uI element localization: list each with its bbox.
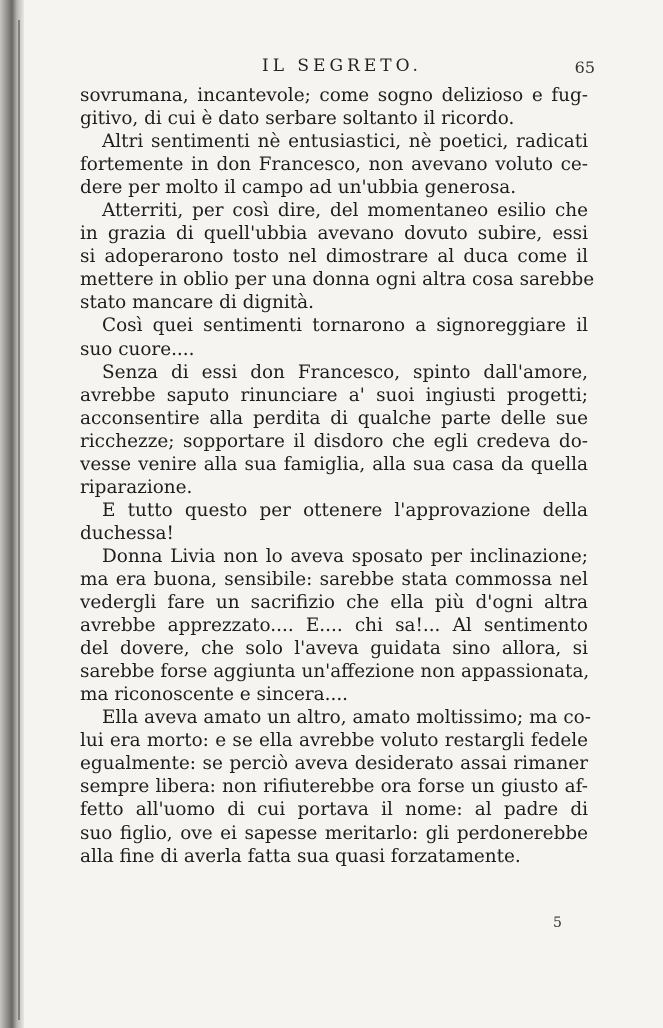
text-line: ma riconoscente e sincera.... [80, 684, 349, 706]
text-line: mettere in oblio per una donna ogni altra cosa sarebbe [80, 269, 595, 291]
text-line: sovrumana, incantevole; come sogno delizioso e fug- [80, 85, 588, 106]
binding-line [18, 20, 20, 1020]
text-line: Donna Livia non lo aveva sposato per inclinazione; [102, 545, 588, 567]
text-line: Così quei sentimenti tornarono a signoreggiare il [102, 315, 588, 337]
text-line: E tutto questo per ottenere l'approvazione della [102, 499, 588, 521]
text-line: avrebbe saputo rinunciare a' suoi ingiusti progetti; [80, 384, 588, 406]
book-spine-shadow [0, 0, 24, 1028]
text-line: avrebbe apprezzato.... E.... chi sa!... Al sentimento [80, 615, 588, 637]
text-line: Atterriti, per così dire, del momentaneo esilio che [102, 200, 588, 222]
page-number: 65 [574, 58, 595, 77]
text-line: del dovere, che solo l'aveva guidata sino allora, si [80, 638, 588, 660]
running-title: IL SEGRETO. [262, 56, 422, 76]
text-line: duchessa! [80, 522, 174, 544]
text-line: in grazia di quell'ubbia avevano dovuto subire, essi [80, 223, 588, 245]
text-line: stato mancare di dignità. [80, 292, 314, 314]
text-line: si adoperarono tosto nel dimostrare al duca come il [80, 246, 588, 268]
text-line: suo cuore.... [80, 338, 195, 360]
text-line: suo figlio, ove ei sapesse meritarlo: gli perdonerebbe [80, 822, 588, 844]
text-line: acconsentire alla perdita di qualche parte delle sue [80, 407, 588, 429]
text-line: Ella aveva amato un altro, amato moltissimo; ma co- [102, 707, 591, 729]
text-line: fetto all'uomo di cui portava il nome: al padre di [80, 799, 588, 821]
text-line: egualmente: se perciò aveva desiderato assai rimaner [80, 753, 588, 775]
page-header [80, 56, 595, 82]
text-line: Altri sentimenti nè entusiastici, nè poetici, radicati [102, 131, 588, 153]
text-line: gitivo, di cui è dato serbare soltanto il ricordo. [80, 108, 515, 130]
text-line: fortemente in don Francesco, non avevano voluto ce- [80, 154, 588, 176]
text-line: riparazione. [80, 476, 193, 498]
text-line: sempre libera: non rifiuterebbe ora forse un giusto af- [80, 776, 588, 798]
text-line: lui era morto: e se ella avrebbe voluto restargli fedele [80, 730, 588, 752]
text-line: vedergli fare un sacrifizio che ella più d'ogni altra [80, 592, 588, 614]
body-text [80, 84, 595, 868]
text-line: alla fine di averla fatta sua quasi forzatamente. [80, 845, 521, 867]
text-line: ricchezze; sopportare il disdoro che egli credeva do- [80, 430, 588, 452]
signature-mark: 5 [553, 915, 562, 931]
text-line: sarebbe forse aggiunta un'affezione non appassionata, [80, 661, 590, 683]
text-line: Senza di essi don Francesco, spinto dall'amore, [102, 361, 588, 383]
text-line: vesse venire alla sua famiglia, alla sua casa da quella [80, 453, 588, 475]
text-line: ma era buona, sensibile: sarebbe stata commossa nel [80, 568, 588, 590]
text-line: dere per molto il campo ad un'ubbia generosa. [80, 177, 517, 199]
